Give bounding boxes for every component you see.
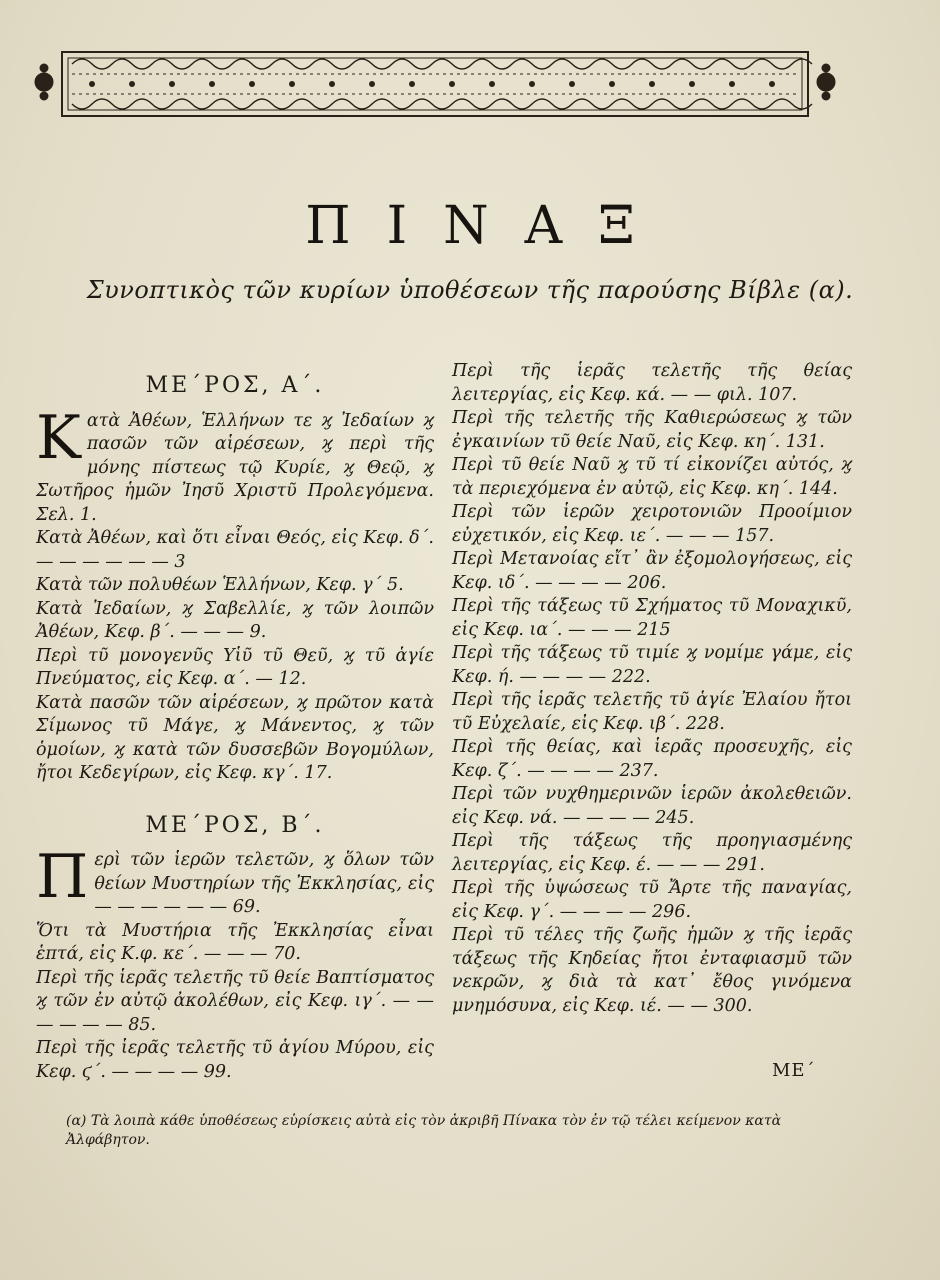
index-entry: Περὶ τῆς θείας, καὶ ἱερᾶς προσευχῆς, εἰς Κεφ. ζ΄. — — — — 237.: [452, 737, 852, 781]
index-entry: [36, 842, 434, 920]
index-entry: Κατὰ Ἰεδαίων, ϗ Σαβελλίε, ϗ τῶν λοιπῶν Ἀθέων, Κεφ. β΄. — — — 9.: [36, 598, 434, 642]
index-entry: Περὶ τῆς ἱερᾶς τελετῆς τῦ ἁγίου Μύρου, εἰς Κεφ. ϛ΄. — — — — 99.: [36, 1038, 434, 1082]
index-entry: Περὶ τῶν νυχθημερινῶν ἱερῶν ἀκολεθειῶν. εἰς Κεφ. νά. — — — — 245.: [452, 784, 852, 828]
drop-cap: Π: [36, 842, 89, 912]
index-entry-text: ερὶ τῶν ἱερῶν τελετῶν, ϗ ὅλων τῶν θείων Μυστηρίων τῆς Ἐκκλησίας, εἰς — — — — — — 69.: [94, 850, 434, 917]
index-entry-text: ατὰ Ἀθέων, Ἑλλήνων τε ϗ Ἰεδαίων ϗ πασῶν τῶν αἱρέσεων, ϗ περὶ τῆς μόνης πίστεως τῷ Κυρίε, ϗ Θεῷ, ϗ Σωτῆρος ἡμῶν Ἰησῦ Χριστῦ Προλεγόμενα. Σελ. 1.: [36, 410, 434, 525]
index-entry: Περὶ τῦ τέλες τῆς ζωῆς ἡμῶν ϗ τῆς ἱερᾶς τάξεως τῆς Κηδείας ἤτοι ἐνταφιασμῦ τῶν νεκρῶν, ϗ διὰ τὰ κατ᾽ ἔθος γινόμενα μνημόσυνα, εἰς Κεφ. ιέ. — — 300.: [452, 925, 852, 1016]
index-entry: Κατὰ Ἀθέων, καὶ ὅτι εἶναι Θεός, εἰς Κεφ. δ΄. — — — — — — 3: [36, 528, 434, 572]
index-entry: Περὶ Μετανοίας εἴτ᾽ ἂν ἐξομολογήσεως, εἰς Κεφ. ιδ΄. — — — — 206.: [452, 549, 852, 593]
index-entry: Περὶ τῆς τελετῆς τῆς Καθιερώσεως ϗ τῶν ἐγκαινίων τῦ θείε Ναῦ, εἰς Κεφ. κη΄. 131.: [452, 408, 852, 452]
catchword: ΜΕ΄: [772, 1060, 816, 1081]
section-heading-part-1: ΜΕ΄ΡΟΣ, Α΄.: [145, 373, 325, 398]
index-entry: Περὶ τῶν ἱερῶν χειροτονιῶν Προοίμιον εὐχετικόν, εἰς Κεφ. ιε΄. — — — 157.: [452, 502, 852, 546]
page-subtitle: Συνοπτικὸς τῶν κυρίων ὑποθέσεων τῆς παρούσης Βίβλε (α).: [86, 276, 854, 304]
index-entry: Περὶ τῆς ἱερᾶς τελετῆς τῦ ἁγίε Ἐλαίου ἤτοι τῦ Εὐχελαίε, εἰς Κεφ. ιβ΄. 228.: [452, 690, 852, 734]
index-entry: Περὶ τῦ θείε Ναῦ ϗ τῦ τί εἰκονίζει αὐτός, ϗ τὰ περιεχόμενα ἐν αὐτῷ, εἰς Κεφ. κη΄. 144.: [452, 455, 852, 499]
index-entry: Περὶ τῆς τάξεως τῦ τιμίε ϗ νομίμε γάμε, εἰς Κεφ. ή. — — — — 222.: [452, 643, 852, 687]
index-entry: Περὶ τῆς τάξεως τῆς προηγιασμένης λειτεργίας, εἰς Κεφ. έ. — — — 291.: [452, 831, 852, 875]
index-entry: Κατὰ πασῶν τῶν αἱρέσεων, ϗ πρῶτον κατὰ Σίμωνος τῦ Μάγε, ϗ Μάνεντος, ϗ τῶν ὁμοίων, ϗ κατὰ τῶν δυσσεβῶν Βογομύλων, ἤτοι Κεδεγίρων, εἰς Κεφ. κγ΄. 17.: [36, 692, 434, 783]
index-entry: Περὶ τῆς τάξεως τῦ Σχήματος τῦ Μοναχικῦ, εἰς Κεφ. ια΄. — — — 215: [452, 596, 852, 640]
drop-cap: Κ: [36, 402, 81, 473]
index-entry: Κατὰ τῶν πολυθέων Ἑλλήνων, Κεφ. γ΄ 5.: [36, 575, 404, 595]
left-column: [36, 360, 434, 1084]
page-title: ΠΙΝΑΞ: [305, 196, 671, 256]
index-entry: [36, 402, 434, 528]
index-entry: Περὶ τῆς ἱερᾶς τελετῆς τῆς θείας λειτεργίας, εἰς Κεφ. κά. — — φιλ. 107.: [452, 361, 852, 405]
index-entry: Περὶ τῆς ἱερᾶς τελετῆς τῦ θείε Βαπτίσματος ϗ τῶν ἐν αὐτῷ ἀκολέθων, εἰς Κεφ. ιγ΄. — — — — — — 85.: [36, 967, 434, 1035]
ornamental-header-band: [32, 44, 838, 124]
index-entry: Περὶ τῆς ὑψώσεως τῦ Ἄρτε τῆς παναγίας, εἰς Κεφ. γ΄. — — — — 296.: [452, 878, 852, 922]
section-heading-part-2: ΜΕ΄ΡΟΣ, Β΄.: [145, 812, 325, 838]
index-entry: Ὅτι τὰ Μυστήρια τῆς Ἐκκλησίας εἶναι ἑπτά, εἰς Κ.φ. κε΄. — — — 70.: [36, 920, 434, 964]
index-entry: Περὶ τῦ μονογενῦς Υἱῦ τῦ Θεῦ, ϗ τῦ ἁγίε Πνεύματος, εἰς Κεφ. α΄. — 12.: [36, 645, 434, 689]
footnote: (α) Τὰ λοιπὰ κάθε ὑποθέσεως εὑρίσκεις αὐτὰ εἰς τὸν ἀκριβῆ Πίνακα τὸν ἐν τῷ τέλει κείμενον κατὰ Ἀλφάβητον.: [66, 1113, 782, 1148]
right-column: [452, 360, 852, 1018]
